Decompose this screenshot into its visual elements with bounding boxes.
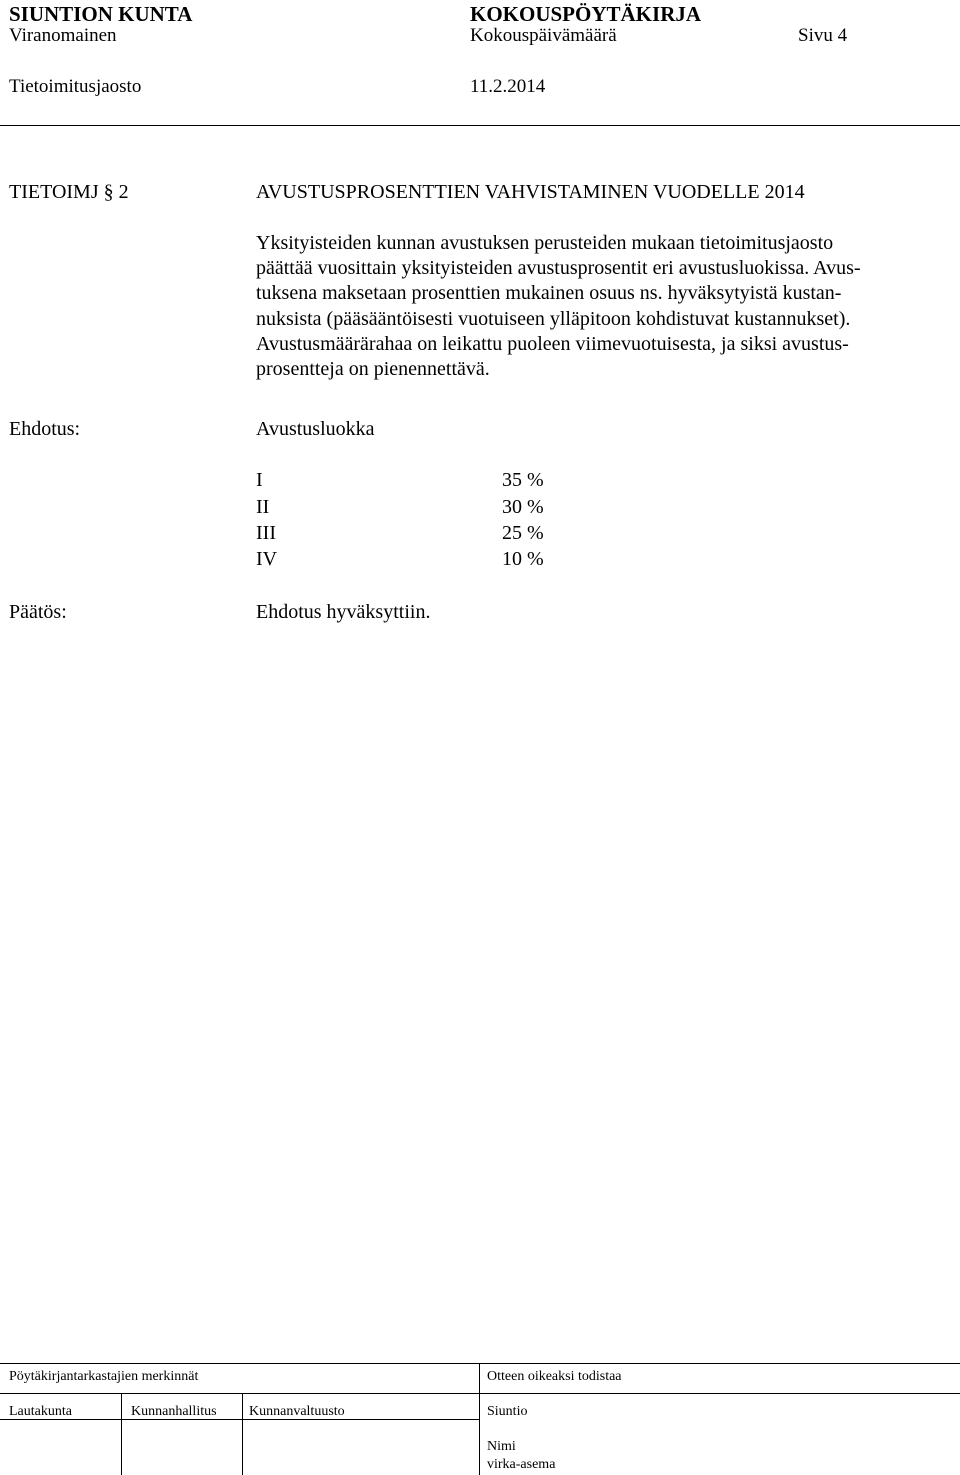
body-line: päättää vuosittain yksityisteiden avustusprosentit eri avustusluokissa. Avus-	[256, 257, 861, 280]
doc-type: KOKOUSPÖYTÄKIRJA	[470, 2, 702, 26]
header-divider	[0, 125, 960, 126]
col-gov: Kunnanhallitus	[131, 1404, 217, 1419]
grade-class: III	[256, 522, 276, 544]
grade-class: II	[256, 496, 270, 518]
col-council: Kunnanvaltuusto	[249, 1404, 345, 1419]
section-code: TIETOIMJ § 2	[9, 181, 129, 203]
body-line: nuksista (pääsääntöisesti vuotuiseen ylläpitoon kohdistuvat kustannukset).	[256, 307, 851, 330]
footer-row-divider	[0, 1419, 480, 1420]
footer-column-divider	[479, 1363, 480, 1475]
meeting-date: 11.2.2014	[470, 76, 546, 97]
proposal-label: Ehdotus:	[9, 418, 81, 440]
body-line: prosentteja on pienennettävä.	[256, 358, 490, 381]
decision-text: Ehdotus hyväksyttiin.	[256, 601, 431, 623]
footer-column-divider	[242, 1393, 243, 1475]
col-board: Lautakunta	[9, 1404, 72, 1419]
grade-class: I	[256, 469, 263, 491]
certified-label: Otteen oikeaksi todistaa	[487, 1369, 622, 1384]
grade-heading: Avustusluokka	[256, 418, 375, 440]
page-number: Sivu 4	[798, 25, 848, 46]
footer-top-border	[0, 1363, 960, 1364]
body-line: Yksityisteiden kunnan avustuksen perusteiden mukaan tietoimitusjaosto	[256, 232, 834, 254]
position-label: virka-asema	[487, 1457, 556, 1472]
authority-name: Tietoimitusjaosto	[9, 76, 142, 97]
grade-class: IV	[256, 548, 278, 570]
section-title: AVUSTUSPROSENTTIEN VAHVISTAMINEN VUODELLE 2014	[256, 181, 805, 203]
grade-percent: 35 %	[502, 469, 544, 491]
checkers-label: Pöytäkirjantarkastajien merkinnät	[9, 1369, 199, 1384]
body-line: tuksena maksetaan prosenttien mukainen osuus ns. hyväksytyistä kustan-	[256, 282, 842, 305]
grade-percent: 10 %	[502, 548, 544, 570]
decision-label: Päätös:	[9, 601, 67, 623]
body-paragraph	[256, 231, 861, 382]
place: Siuntio	[487, 1404, 528, 1419]
meeting-date-label: Kokouspäivämäärä	[470, 25, 617, 46]
authority-label: Viranomainen	[9, 25, 117, 46]
grade-percent: 25 %	[502, 522, 544, 544]
footer-column-divider	[121, 1393, 122, 1475]
org-name: SIUNTION KUNTA	[9, 2, 193, 26]
footer-row-divider	[0, 1393, 960, 1394]
name-label: Nimi	[487, 1439, 516, 1454]
body-line: Avustusmäärärahaa on leikattu puoleen viimevuotuisesta, ja siksi avustus-	[256, 332, 849, 355]
grade-percent: 30 %	[502, 496, 544, 518]
footer-signature-table	[0, 1363, 960, 1475]
